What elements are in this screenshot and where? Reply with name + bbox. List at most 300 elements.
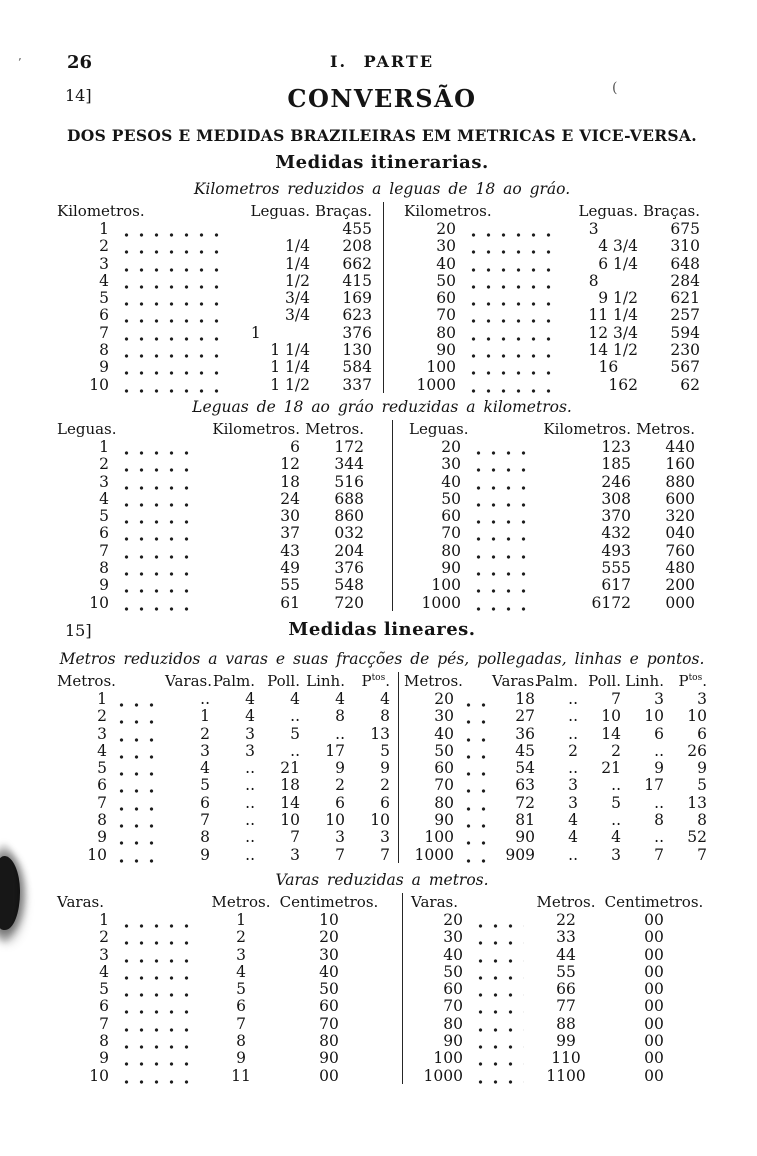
dot-leader <box>470 1049 524 1066</box>
row-value: 9 1/2 <box>598 289 638 308</box>
row-value: .. <box>654 741 664 760</box>
row-value: 18 <box>280 472 300 491</box>
row-value: 13 <box>687 793 707 812</box>
row-key: 90 <box>436 341 456 360</box>
row-value: 246 <box>601 472 631 491</box>
table-row <box>404 828 707 845</box>
table-row <box>411 893 707 911</box>
dot-leader <box>116 928 199 945</box>
margin-paragraph-label: 15] <box>65 620 92 640</box>
row-value: 880 <box>665 472 695 491</box>
table-row <box>411 1032 707 1049</box>
row-value: 7 <box>697 845 707 864</box>
dot-leader <box>113 672 161 690</box>
row-value: 80 <box>319 1031 339 1050</box>
dot-leader <box>111 811 161 828</box>
table-row <box>404 324 700 341</box>
dot-leader <box>111 846 161 863</box>
row-key: 30 <box>441 455 461 474</box>
row-value: 10 <box>644 707 664 726</box>
table-row <box>57 341 372 358</box>
row-value: 30 <box>319 945 339 964</box>
row-value: 493 <box>601 541 631 560</box>
row-value: .. <box>568 845 578 864</box>
row-key: 60 <box>434 759 454 778</box>
row-value: 3 <box>245 724 255 743</box>
row-value: Braças. <box>315 202 372 220</box>
row-value: 6 <box>290 437 300 456</box>
dot-leader <box>470 980 524 997</box>
row-value: Palm. <box>535 671 578 690</box>
row-value: 4 <box>245 689 255 708</box>
table-row <box>57 963 382 980</box>
dot-leader <box>470 1015 524 1032</box>
row-value: Varas. <box>492 671 539 690</box>
table-right-half <box>398 672 707 863</box>
dot-leader <box>458 846 488 863</box>
dot-leader <box>116 1067 199 1084</box>
row-key: 9 <box>97 828 107 847</box>
row-key: 100 <box>431 576 461 595</box>
row-key: 9 <box>99 358 109 377</box>
row-key: 6 <box>99 306 109 325</box>
row-value: 20 <box>319 928 339 947</box>
table-row <box>57 507 364 524</box>
table-body <box>57 220 372 393</box>
row-key: 2 <box>99 928 109 947</box>
row-key: 10 <box>89 593 109 612</box>
table-body <box>409 438 695 611</box>
table-row <box>404 358 700 375</box>
row-value: 440 <box>665 437 695 456</box>
row-value: 555 <box>601 559 631 578</box>
row-value: 30 <box>280 507 300 526</box>
section-title-itinerarias: Medidas itinerarias. <box>275 152 489 173</box>
table-caption-km-to-leguas: Kilometros reduzidos a leguas de 18 ao gráo. <box>193 180 571 198</box>
row-value: 6 <box>654 724 664 743</box>
dot-leader <box>116 946 199 963</box>
dot-leader <box>111 794 161 811</box>
row-value: 3 <box>568 793 578 812</box>
dot-leader <box>111 742 161 759</box>
row-key: 50 <box>443 962 463 981</box>
table-row <box>57 455 364 472</box>
table-header <box>57 893 382 911</box>
row-key: 80 <box>441 541 461 560</box>
row-value: 36 <box>515 724 535 743</box>
row-value: 169 <box>342 289 372 308</box>
row-key: 9 <box>99 576 109 595</box>
row-value: 9 <box>236 1049 246 1068</box>
table-row <box>411 997 707 1014</box>
row-value: 27 <box>515 707 535 726</box>
row-key: 80 <box>434 793 454 812</box>
row-value: Poll. <box>588 671 621 690</box>
row-value: Leguas. <box>578 202 638 220</box>
row-key: 8 <box>99 1031 109 1050</box>
row-value: 455 <box>342 220 372 238</box>
row-value: 623 <box>342 306 372 325</box>
dot-leader <box>111 707 161 724</box>
row-value: 3 <box>245 741 255 760</box>
row-value: 9 <box>654 759 664 778</box>
row-key: 5 <box>99 980 109 999</box>
table-row <box>404 272 700 289</box>
row-value: 6 <box>697 724 707 743</box>
dot-leader <box>458 828 488 845</box>
table-header <box>57 420 364 438</box>
row-key: 5 <box>99 289 109 308</box>
table-body <box>404 220 700 393</box>
table-varas-to-metros <box>57 893 707 1084</box>
row-value: 320 <box>665 507 695 526</box>
row-key: 30 <box>434 707 454 726</box>
row-value: 70 <box>319 1014 339 1033</box>
table-row <box>57 376 372 393</box>
row-value: 45 <box>515 741 535 760</box>
table-row <box>411 963 707 980</box>
row-value: 37 <box>280 524 300 543</box>
row-value: 3 <box>588 220 638 238</box>
dot-leader <box>463 376 553 393</box>
row-value: 4 <box>200 759 210 778</box>
row-value: 208 <box>342 237 372 256</box>
row-value: Braças. <box>643 202 700 220</box>
row-value: Centimetros. <box>604 892 704 911</box>
row-value: 00 <box>644 997 664 1016</box>
row-value: 1/2 <box>285 271 310 290</box>
row-value: 594 <box>670 323 700 342</box>
dot-leader <box>458 742 488 759</box>
row-value: 9 <box>335 759 345 778</box>
row-value: 3/4 <box>285 306 310 325</box>
dot-leader <box>470 928 524 945</box>
row-value: 123 <box>601 437 631 456</box>
row-value: 1 <box>200 707 210 726</box>
table-row <box>57 1067 382 1084</box>
table-row <box>57 202 372 220</box>
row-value: 110 <box>551 1049 581 1068</box>
row-value: 77 <box>556 997 576 1016</box>
row-value: 21 <box>601 759 621 778</box>
dot-leader <box>116 220 225 237</box>
row-key: 20 <box>441 437 461 456</box>
row-value: 344 <box>334 455 364 474</box>
row-value: 00 <box>644 1066 664 1085</box>
dot-leader <box>116 524 198 541</box>
table-header <box>411 893 707 911</box>
dot-leader <box>116 473 198 490</box>
row-value: 63 <box>515 776 535 795</box>
row-value: 3 <box>654 689 664 708</box>
row-value: 52 <box>687 828 707 847</box>
row-value: 3 <box>380 828 390 847</box>
row-value: Linh. <box>306 671 345 690</box>
table-caption-metros-to-varas: Metros reduzidos a varas e suas fracções de pés, pollegadas, linhas e pontos. <box>59 649 705 668</box>
row-value: 43 <box>280 541 300 560</box>
table-row <box>57 289 372 306</box>
row-value: 3 <box>697 689 707 708</box>
dot-leader <box>116 289 225 306</box>
dot-leader <box>468 438 529 455</box>
row-value: 308 <box>601 489 631 508</box>
row-value: 62 <box>680 375 700 394</box>
row-key: 3 <box>99 472 109 491</box>
dot-leader <box>116 997 199 1014</box>
table-row <box>404 306 700 323</box>
dot-leader <box>458 759 488 776</box>
table-row <box>57 911 382 928</box>
row-value: 14 <box>280 793 300 812</box>
table-row <box>404 220 700 237</box>
table-row <box>404 742 707 759</box>
table-row <box>404 811 707 828</box>
row-value: 688 <box>334 489 364 508</box>
dot-leader <box>468 594 529 611</box>
row-key: 2 <box>99 237 109 256</box>
row-value: 2 <box>568 741 578 760</box>
title-row <box>57 84 707 114</box>
row-key: 7 <box>99 541 109 560</box>
dot-leader <box>470 997 524 1014</box>
row-value: 00 <box>644 928 664 947</box>
row-key: 90 <box>441 559 461 578</box>
table-row <box>57 928 382 945</box>
row-key: 30 <box>443 928 463 947</box>
row-value: .. <box>335 724 345 743</box>
row-value: Kilometros. <box>212 419 300 438</box>
dot-leader <box>463 306 553 323</box>
row-key: 7 <box>97 793 107 812</box>
row-value: 370 <box>601 507 631 526</box>
dot-leader <box>460 672 488 690</box>
row-key: Varas. <box>57 892 104 911</box>
row-value: 00 <box>644 1014 664 1033</box>
row-key: 100 <box>426 358 456 377</box>
row-value: 4 <box>236 962 246 981</box>
dot-leader <box>458 690 488 707</box>
row-value: 4 <box>335 689 345 708</box>
dot-leader <box>111 776 161 793</box>
row-value: 5 <box>290 724 300 743</box>
dot-leader <box>111 828 161 845</box>
row-value: 337 <box>342 375 372 394</box>
row-key: 30 <box>436 237 456 256</box>
row-value: Metros. <box>211 892 271 911</box>
dot-leader <box>116 237 225 254</box>
table-row <box>409 594 695 611</box>
row-value: 310 <box>670 237 700 256</box>
row-key: 6 <box>99 524 109 543</box>
row-value: 61 <box>280 593 300 612</box>
row-key: Metros. <box>57 671 116 690</box>
dot-leader <box>116 1015 199 1032</box>
table-row <box>411 1015 707 1032</box>
table-row <box>409 438 695 455</box>
table-row <box>404 341 700 358</box>
dot-leader <box>470 946 524 963</box>
row-key: 2 <box>97 707 107 726</box>
dot-leader <box>116 324 225 341</box>
table-km-to-leguas <box>57 202 707 393</box>
row-value: 032 <box>334 524 364 543</box>
table-row <box>57 255 372 272</box>
row-value: 5 <box>200 776 210 795</box>
row-value: 1/4 <box>285 237 310 256</box>
row-key: 1000 <box>423 1066 463 1085</box>
row-value: 44 <box>556 945 576 964</box>
table-row <box>57 559 364 576</box>
row-key: 4 <box>99 489 109 508</box>
row-value: 432 <box>601 524 631 543</box>
row-value: 2 <box>335 776 345 795</box>
row-value: 8 <box>697 811 707 830</box>
row-value: 4 <box>568 811 578 830</box>
row-key: 8 <box>99 559 109 578</box>
dot-leader <box>470 1067 524 1084</box>
dot-leader <box>458 811 488 828</box>
page-content <box>57 52 707 1084</box>
dot-leader <box>116 507 198 524</box>
table-row <box>404 776 707 793</box>
row-value: 4 <box>245 707 255 726</box>
page-number: 26 <box>67 52 93 73</box>
row-value: 55 <box>280 576 300 595</box>
row-value: .. <box>611 811 621 830</box>
row-value: 21 <box>280 759 300 778</box>
row-value: 4 <box>380 689 390 708</box>
row-value: 10 <box>687 707 707 726</box>
table-row <box>411 911 707 928</box>
table-row <box>57 776 390 793</box>
row-value: 3 <box>200 741 210 760</box>
table-row <box>57 893 382 911</box>
table-row <box>57 1049 382 1066</box>
row-value: .. <box>568 689 578 708</box>
row-value: Varas. <box>165 671 212 690</box>
table-row <box>57 742 390 759</box>
row-key: 10 <box>87 845 107 864</box>
dot-leader <box>116 272 225 289</box>
section-title-row <box>57 619 707 645</box>
table-row <box>57 811 390 828</box>
section-title-lineares: Medidas lineares. <box>288 618 476 640</box>
row-key: Kilometros. <box>404 202 492 220</box>
row-value: 33 <box>556 928 576 947</box>
row-value: .. <box>245 759 255 778</box>
dot-leader <box>463 220 553 237</box>
table-row <box>57 272 372 289</box>
row-value: .. <box>245 776 255 795</box>
dot-leader <box>116 306 225 323</box>
row-value: 9 <box>380 759 390 778</box>
dot-leader <box>111 759 161 776</box>
table-row <box>409 420 695 438</box>
dot-leader <box>116 341 225 358</box>
row-value: 8 <box>200 828 210 847</box>
row-value: .. <box>245 845 255 864</box>
table-row <box>57 542 364 559</box>
row-value: 13 <box>370 724 390 743</box>
row-value: 040 <box>665 524 695 543</box>
dot-leader <box>152 202 225 220</box>
row-key: 3 <box>97 724 107 743</box>
table-left-half <box>57 202 383 393</box>
row-key: Leguas. <box>409 419 469 438</box>
dot-leader <box>116 490 198 507</box>
row-value: 10 <box>325 811 345 830</box>
table-row <box>57 794 390 811</box>
table-row <box>404 672 707 690</box>
row-value: 1/4 <box>285 254 310 273</box>
dot-leader <box>116 376 225 393</box>
row-value: 8 <box>380 707 390 726</box>
dot-leader <box>116 455 198 472</box>
table-row <box>57 306 372 323</box>
dot-leader <box>124 420 198 438</box>
row-value: 5 <box>380 741 390 760</box>
dot-leader <box>499 202 553 220</box>
row-value: 5 <box>236 980 246 999</box>
table-left-half <box>57 672 398 863</box>
row-value: 162 <box>608 375 638 394</box>
row-value: 617 <box>601 576 631 595</box>
row-key: 1000 <box>421 593 461 612</box>
row-value: .. <box>245 793 255 812</box>
dot-leader <box>468 542 529 559</box>
row-value: $P^{tos}$. <box>361 671 390 690</box>
row-value: 230 <box>670 341 700 360</box>
row-value: .. <box>245 828 255 847</box>
table-right-half <box>383 202 707 393</box>
row-value: .. <box>290 707 300 726</box>
dot-leader <box>468 455 529 472</box>
table-left-half <box>57 893 402 1084</box>
row-value: 7 <box>335 845 345 864</box>
row-value: 00 <box>644 910 664 929</box>
row-value: 2 <box>236 928 246 947</box>
row-value: 14 1/2 <box>588 341 638 360</box>
dot-leader <box>111 690 161 707</box>
dot-leader <box>463 289 553 306</box>
row-value: 8 <box>335 707 345 726</box>
row-value: 50 <box>319 980 339 999</box>
row-key: 20 <box>443 910 463 929</box>
margin-paragraph-label: 14] <box>65 86 92 105</box>
row-value: 284 <box>670 271 700 290</box>
row-value: .. <box>200 689 210 708</box>
row-value: 1 1/4 <box>270 341 310 360</box>
row-value: 12 <box>280 455 300 474</box>
row-key: 10 <box>89 1066 109 1085</box>
row-value: 675 <box>670 220 700 238</box>
dot-leader <box>116 559 198 576</box>
row-value: 257 <box>670 306 700 325</box>
row-key: 70 <box>443 997 463 1016</box>
row-key: 20 <box>434 689 454 708</box>
row-value: 4 <box>611 828 621 847</box>
row-key: 60 <box>441 507 461 526</box>
row-key: 50 <box>441 489 461 508</box>
row-value: 00 <box>644 1049 664 1068</box>
page-title: CONVERSÃO <box>287 84 477 113</box>
row-key: 1000 <box>414 845 454 864</box>
row-key: 90 <box>434 811 454 830</box>
dot-leader <box>116 963 199 980</box>
row-key: 40 <box>434 724 454 743</box>
table-metros-to-varas <box>57 672 707 863</box>
row-key: 50 <box>436 271 456 290</box>
